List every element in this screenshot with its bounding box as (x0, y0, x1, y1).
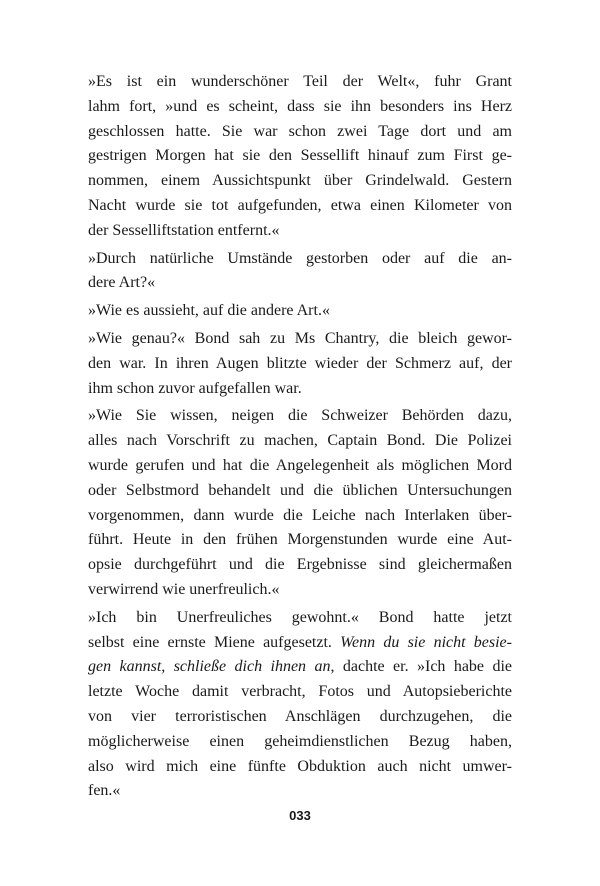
text-run: »Ich bin Unerfreuliches gewohnt.« Bond hatte jetzt (88, 608, 512, 626)
text-line (88, 144, 512, 169)
text-run: also wird mich eine fünfte Obduktion auch nicht umwer- (88, 757, 512, 775)
text-run: dere Art?« (88, 274, 156, 292)
paragraph (88, 247, 512, 297)
text-run: möglicherweise einen geheimdienstlichen Bezug haben, (88, 732, 512, 750)
text-line (88, 528, 512, 553)
text-run: fen.« (88, 782, 121, 800)
text-line (88, 299, 512, 324)
text-run: , dachte er. »Ich habe die (330, 658, 512, 676)
italic-text: gen kannst, schließe dich ihnen an (88, 658, 331, 676)
paragraph (88, 404, 512, 602)
text-line (88, 377, 512, 402)
text-line (88, 730, 512, 755)
text-run: alles nach Vorschrift zu machen, Captain Bond. Die Polizei (88, 432, 512, 450)
text-line (88, 680, 512, 705)
text-line (88, 504, 512, 529)
text-line (88, 247, 512, 272)
text-line (88, 779, 512, 804)
text-line (88, 70, 512, 95)
text-run: »Es ist ein wunderschöner Teil der Welt«, fuhr Grant (88, 73, 512, 90)
text-run: geschlossen hatte. Sie war schon zwei Tage dort und am (88, 122, 512, 140)
text-line (88, 271, 512, 296)
text-run: »Durch natürliche Umstände gestorben oder auf die an- (88, 249, 512, 267)
text-run: »Wie genau?« Bond sah zu Ms Chantry, die bleich gewor- (88, 329, 512, 347)
text-line (88, 194, 512, 219)
text-line (88, 655, 512, 680)
text-run: Nacht wurde sie tot aufgefunden, etwa einen Kilometer von (88, 196, 512, 214)
paragraph (88, 327, 512, 401)
paragraph (88, 299, 512, 324)
text-run: vorgenommen, dann wurde die Leiche nach Interlaken über- (88, 506, 512, 524)
text-line (88, 219, 512, 244)
text-run: selbst eine ernste Miene aufgesetzt. (88, 633, 341, 651)
page-number: 033 (289, 808, 311, 823)
text-line (88, 429, 512, 454)
book-page-text (88, 70, 512, 807)
text-run: lahm fort, »und es scheint, dass sie ihn besonders ins Herz (88, 97, 512, 115)
text-run: wurde gerufen und hat die Angelegenheit als möglichen Mord (88, 456, 512, 474)
text-run: »Wie Sie wissen, neigen die Schweizer Behörden dazu, (88, 407, 512, 425)
text-line (88, 404, 512, 429)
text-run: letzte Woche damit verbracht, Fotos und Autopsieberichte (88, 683, 512, 701)
text-line (88, 705, 512, 730)
text-line (88, 454, 512, 479)
text-line (88, 169, 512, 194)
text-run: ihm schon zuvor aufgefallen war. (88, 379, 302, 397)
text-line (88, 95, 512, 120)
text-run: der Sesselliftstation entfernt.« (88, 221, 280, 239)
text-run: verwirrend wie unerfreulich.« (88, 580, 280, 598)
paragraph (88, 606, 512, 804)
text-line (88, 352, 512, 377)
text-run: »Wie es aussieht, auf die andere Art.« (88, 302, 330, 320)
text-run: den war. In ihren Augen blitzte wieder der Schmerz auf, der (88, 354, 512, 372)
text-line (88, 755, 512, 780)
text-line (88, 631, 512, 656)
text-run: nommen, einem Aussichtspunkt über Grindelwald. Gestern (88, 172, 512, 190)
text-run: führt. Heute in den frühen Morgenstunden wurde eine Aut- (88, 531, 512, 549)
text-line (88, 120, 512, 145)
text-line (88, 327, 512, 352)
text-run: von vier terroristischen Anschlägen durchzugehen, die (88, 707, 512, 725)
text-run: oder Selbstmord behandelt und die üblichen Untersuchungen (88, 481, 512, 499)
text-run: gestrigen Morgen hat sie den Sessellift hinauf zum First ge- (88, 147, 512, 165)
text-line (88, 578, 512, 603)
italic-text: Wenn du sie nicht besie- (340, 633, 512, 651)
paragraph (88, 70, 512, 244)
text-line (88, 606, 512, 631)
text-line (88, 479, 512, 504)
text-run: opsie durchgeführt und die Ergebnisse sind gleichermaßen (88, 556, 512, 574)
text-line (88, 553, 512, 578)
